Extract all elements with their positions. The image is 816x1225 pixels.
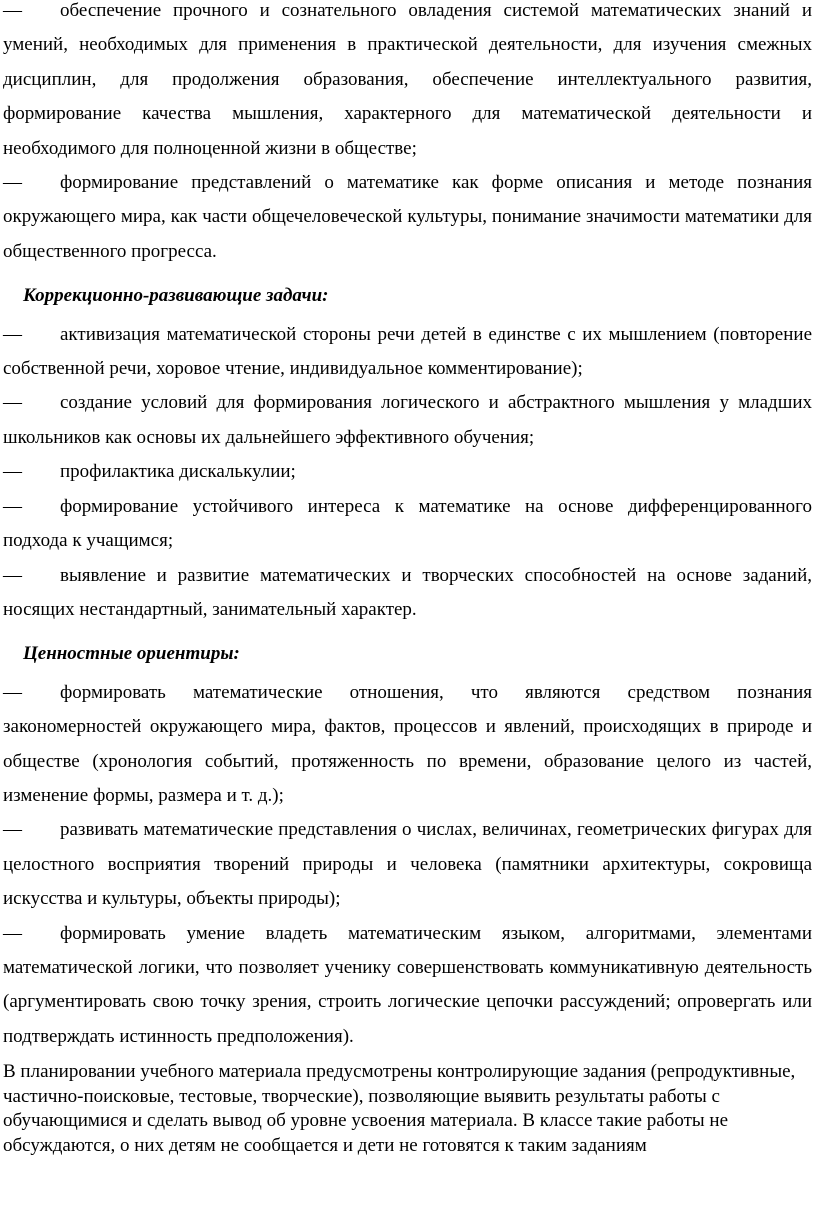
list-item xyxy=(3,318,812,387)
list-item-text: выявление и развитие математических и творческих способностей на основе заданий, носящих нестандартный, занимательный характер. xyxy=(3,564,812,620)
list-dash: — xyxy=(3,495,22,517)
list-item-text: формировать математические отношения, что являются средством познания закономерностей окружающего мира, фактов, процессов и явлений, происходящих в природе и обществе (хронология событий, протяженность по времени, образование целого из частей, изменение формы, размера и т. д.); xyxy=(3,681,812,806)
list-dash: — xyxy=(3,681,22,703)
heading-value-orientations: Ценностные ориентиры: xyxy=(23,643,240,665)
list-dash: — xyxy=(3,564,22,586)
list-item-text: развивать математические представления о числах, величинах, геометрических фигурах для целостного восприятия творений природы и человека (памятники архитектуры, сокровища искусства и культуры, объекты природы); xyxy=(3,819,812,910)
list-dash: — xyxy=(3,461,22,483)
list-item-text: профилактика дискалькулии; xyxy=(60,461,296,483)
list-item-text: создание условий для формирования логического и абстрактного мышления у младших школьников как основы их дальнейшего эффективного обучения; xyxy=(3,392,812,448)
list-item xyxy=(3,813,812,916)
list-dash: — xyxy=(3,323,22,345)
list-dash: — xyxy=(3,819,22,841)
list-item xyxy=(3,559,812,628)
list-item xyxy=(3,490,812,559)
list-item-text: формирование устойчивого интереса к математике на основе дифференцированного подхода к учащимся; xyxy=(3,495,812,552)
list-item-text: активизация математической стороны речи детей в единстве с их мышлением (повторение собственной речи, хоровое чтение, индивидуальное комментирование); xyxy=(3,323,812,380)
list-item xyxy=(3,166,812,269)
list-dash: — xyxy=(3,922,22,944)
list-item xyxy=(3,917,812,1055)
list-item-text: формировать умение владеть математическим языком, алгоритмами, элементами математической логики, что позволяет ученику совершенствовать коммуникативную деятельность (аргументировать свою точку зрения, строить логические цепочки рассуждений; опровергать или подтверждать истинность предположения). xyxy=(3,922,812,1047)
value-orientations-list xyxy=(3,676,812,1054)
list-dash: — xyxy=(3,392,22,414)
correction-tasks-list xyxy=(3,318,812,628)
list-item xyxy=(3,676,812,814)
closing-paragraph: В планировании учебного материала предусмотрены контролирующие задания (репродуктивные, частично-поисковые, тестовые, творческие), позволяющие выявить результаты работы с обучающимися и сделать вывод об уровне усвоения материала. В классе такие работы не обсуждаются, о них детям не сообщается и дети не готовятся к таким заданиям xyxy=(3,1061,796,1156)
list-item-text: обеспечение прочного и сознательного овладения системой математических знаний и умений, необходимых для применения в практической деятельности, для изучения смежных дисциплин, для продолжения образования, обеспечение интеллектуального развития, формирование качества мышления, характерного для математической деятельности и необходимого для полноценной жизни в обществе; xyxy=(3,0,812,159)
list-item-text: формирование представлений о математике как форме описания и методе познания окружающего мира, как части общечеловеческой культуры, понимание значимости математики для общественного прогресса. xyxy=(3,172,812,262)
heading-correction-tasks: Коррекционно-развивающие задачи: xyxy=(23,285,329,307)
list-item xyxy=(3,0,812,166)
list-dash: — xyxy=(3,0,22,21)
goals-list xyxy=(3,0,812,269)
list-item xyxy=(3,386,812,455)
list-item xyxy=(3,455,812,489)
list-dash: — xyxy=(3,172,22,194)
